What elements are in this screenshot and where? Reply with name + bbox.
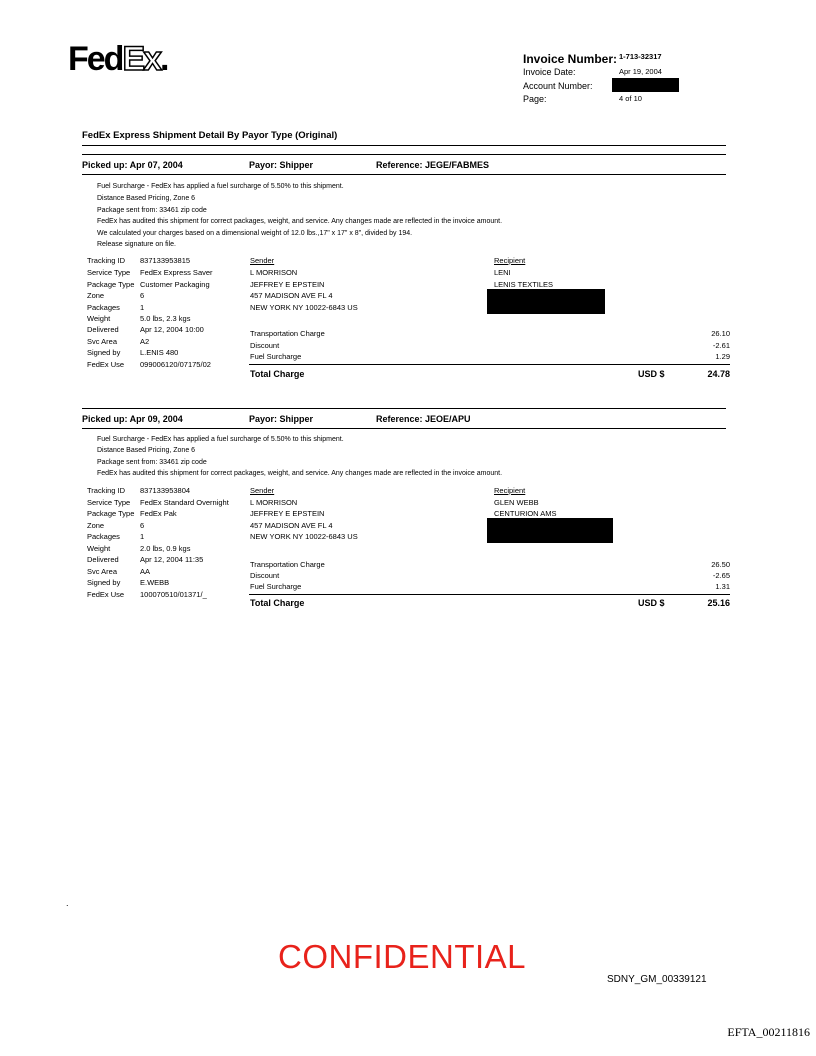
shipment-2-picked-up: Picked up: Apr 09, 2004 [82, 414, 183, 424]
account-number-redaction [612, 78, 679, 92]
invoice-date-row [523, 67, 683, 77]
shipment-2-note: FedEx has audited this shipment for correct packages, weight, and service. Any changes made are reflected in the invoice amount. [97, 470, 503, 477]
charge-amount: 26.50 [711, 560, 730, 569]
shipment-2-reference: Reference: JEOE/APU [376, 414, 471, 424]
shipment-1-top-rule [82, 154, 726, 155]
recipient-address-redaction [487, 289, 605, 314]
sender-line: 457 MADISON AVE FL 4 [250, 291, 333, 300]
page-label: Page: [523, 94, 547, 104]
fedex-use-value: 100070510/01371/_ [140, 590, 207, 599]
field-label: Weight [87, 314, 111, 323]
signed-by-value: L.ENIS 480 [140, 348, 179, 357]
field-label: Svc Area [87, 567, 118, 576]
package-type-value: FedEx Pak [140, 509, 177, 518]
invoice-number: 1-713-32317 [619, 52, 662, 61]
total-rule [249, 364, 730, 365]
charge-amount: 1.31 [715, 582, 730, 591]
efta-number: EFTA_00211816 [727, 1025, 810, 1039]
field-label: Service Type [87, 268, 131, 277]
recipient-line: CENTURION AMS [494, 509, 557, 518]
delivered-value: Apr 12, 2004 11:35 [140, 555, 204, 564]
svc-area-value: A2 [140, 337, 150, 346]
shipment-2-payor: Payor: Shipper [249, 414, 314, 424]
package-type-value: Customer Packaging [140, 280, 210, 289]
field-label: Zone [87, 291, 105, 300]
account-number-label: Account Number: [523, 81, 593, 91]
field-label: Packages [87, 532, 120, 541]
packages-value: 1 [140, 532, 145, 541]
charge-amount: -2.65 [712, 571, 730, 580]
recipient-heading: Recipient [494, 256, 526, 265]
section-divider [82, 145, 726, 146]
total-amount: 25.16 [707, 598, 730, 608]
shipment-1-note: Package sent from: 33461 zip code [97, 207, 207, 214]
stray-mark: . [66, 898, 69, 908]
field-label: Weight [87, 544, 111, 553]
section-title: FedEx Express Shipment Detail By Payor Type (Original) [82, 130, 338, 141]
charge-label: Discount [250, 571, 280, 580]
logo-dot: . [160, 40, 168, 78]
shipment-1-note: Fuel Surcharge - FedEx has applied a fuel surcharge of 5.50% to this shipment. [97, 183, 344, 190]
charge-label: Fuel Surcharge [250, 582, 302, 591]
total-amount: 24.78 [707, 369, 730, 379]
recipient-line: LENIS TEXTILES [494, 280, 554, 289]
packages-value: 1 [140, 303, 145, 312]
sender-line: JEFFREY E EPSTEIN [250, 509, 325, 518]
charge-label: Discount [250, 341, 280, 350]
total-rule [249, 594, 730, 595]
recipient-line: LENI [494, 268, 511, 277]
shipment-1-note: FedEx has audited this shipment for correct packages, weight, and service. Any changes made are reflected in the invoice amount. [97, 218, 503, 225]
charge-label: Fuel Surcharge [250, 352, 302, 361]
bates-number: SDNY_GM_00339121 [607, 974, 707, 985]
confidential-stamp: CONFIDENTIAL [278, 938, 527, 975]
field-label: Signed by [87, 578, 121, 587]
shipment-1-note: Distance Based Pricing, Zone 6 [97, 195, 196, 202]
total-currency: USD $ [638, 369, 665, 379]
shipment-1-reference: Reference: JEGE/FABMES [376, 160, 490, 170]
zone-value: 6 [140, 291, 145, 300]
charge-label: Transportation Charge [250, 560, 325, 569]
sender-line: NEW YORK NY 10022-6843 US [250, 532, 358, 541]
service-type-value: FedEx Standard Overnight [140, 498, 229, 507]
charge-amount: 26.10 [711, 329, 730, 338]
svc-area-value: AA [140, 567, 151, 576]
shipment-1-picked-up: Picked up: Apr 07, 2004 [82, 160, 183, 170]
field-label: FedEx Use [87, 360, 125, 369]
sender-line: 457 MADISON AVE FL 4 [250, 521, 333, 530]
sender-line: NEW YORK NY 10022-6843 US [250, 303, 358, 312]
shipment-2-header-rule [82, 428, 726, 429]
field-label: Delivered [87, 555, 119, 564]
field-label: Tracking ID [87, 486, 126, 495]
field-label: Package Type [87, 509, 135, 518]
fedex-use-value: 099006120/07175/02 [140, 360, 211, 369]
sender-line: JEFFREY E EPSTEIN [250, 280, 325, 289]
service-type-value: FedEx Express Saver [140, 268, 213, 277]
invoice-number-label: Invoice Number: [523, 52, 618, 66]
invoice-number-row [523, 52, 662, 66]
shipment-1-payor: Payor: Shipper [249, 160, 314, 170]
recipient-line: GLEN WEBB [494, 498, 539, 507]
logo-fed: Fed [68, 40, 123, 78]
field-label: Signed by [87, 348, 121, 357]
total-label: Total Charge [250, 598, 305, 608]
sender-heading: Sender [250, 256, 275, 265]
recipient-address-redaction [487, 518, 613, 543]
shipment-2-top-rule [82, 408, 726, 409]
page-number: 4 of 10 [619, 94, 642, 103]
shipment-1-header-rule [82, 174, 726, 175]
invoice-date: Apr 19, 2004 [619, 67, 662, 76]
charge-amount: 1.29 [715, 352, 730, 361]
field-label: Tracking ID [87, 256, 126, 265]
tracking-id-value: 837133953815 [140, 256, 191, 265]
tracking-id-value: 837133953804 [140, 486, 191, 495]
shipment-1-note: We calculated your charges based on a dimensional weight of 12.0 lbs.,17" x 17" x 8", divided by 194. [97, 230, 413, 237]
shipment-1-note: Release signature on file. [97, 241, 176, 248]
delivered-value: Apr 12, 2004 10:00 [140, 325, 204, 334]
page-row [523, 94, 683, 104]
field-label: Delivered [87, 325, 119, 334]
total-label: Total Charge [250, 369, 305, 379]
field-label: Svc Area [87, 337, 118, 346]
field-label: Packages [87, 303, 120, 312]
field-label: Zone [87, 521, 105, 530]
charge-label: Transportation Charge [250, 329, 325, 338]
sender-line: L MORRISON [250, 498, 298, 507]
zone-value: 6 [140, 521, 145, 530]
field-label: FedEx Use [87, 590, 125, 599]
sender-heading: Sender [250, 486, 275, 495]
field-label: Service Type [87, 498, 131, 507]
invoice-date-label: Invoice Date: [523, 67, 576, 77]
charge-amount: -2.61 [712, 341, 730, 350]
shipment-2-note: Fuel Surcharge - FedEx has applied a fuel surcharge of 5.50% to this shipment. [97, 436, 344, 443]
signed-by-value: E.WEBB [140, 578, 170, 587]
shipment-2-note: Distance Based Pricing, Zone 6 [97, 447, 196, 454]
shipment-2-note: Package sent from: 33461 zip code [97, 459, 207, 466]
logo-ex: Ex [122, 40, 161, 78]
fedex-logo [68, 42, 168, 76]
field-label: Package Type [87, 280, 135, 289]
total-currency: USD $ [638, 598, 665, 608]
recipient-heading: Recipient [494, 486, 526, 495]
sender-line: L MORRISON [250, 268, 298, 277]
weight-value: 2.0 lbs, 0.9 kgs [140, 544, 191, 553]
weight-value: 5.0 lbs, 2.3 kgs [140, 314, 191, 323]
